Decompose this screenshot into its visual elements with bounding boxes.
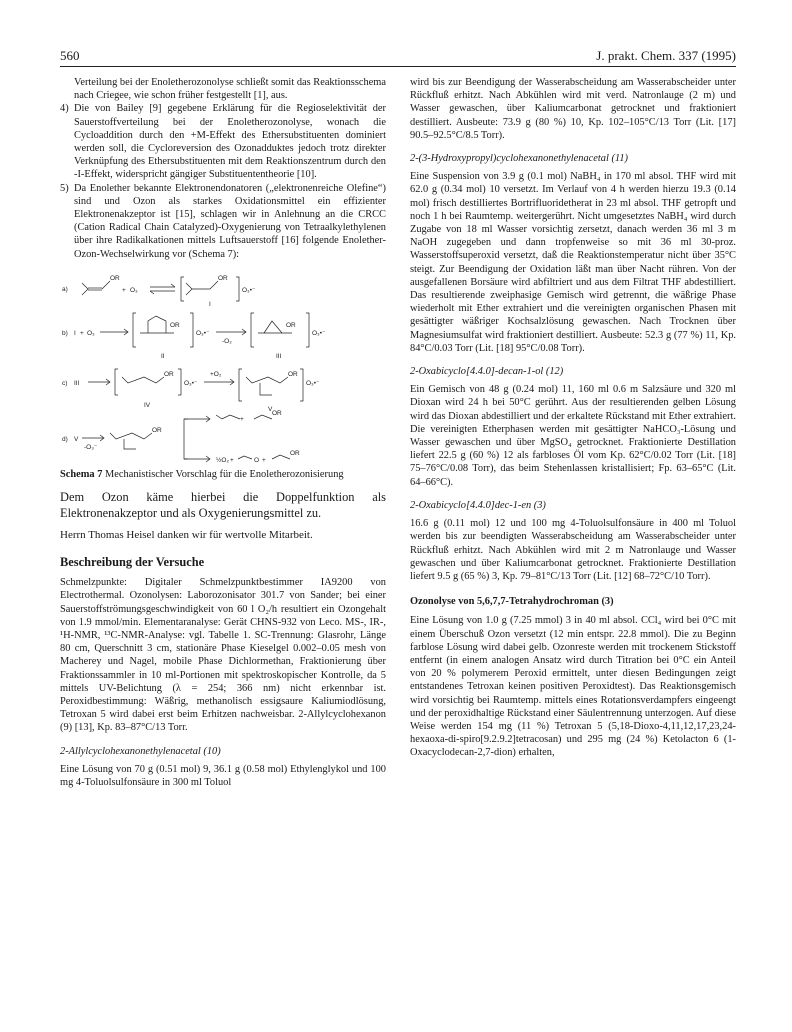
label-or: OR	[164, 370, 174, 378]
label-one: I	[74, 329, 76, 337]
label-o3-radical: O₃•⁻	[184, 379, 198, 387]
compound-heading-3: 2-Oxabicyclo[4.4.0]dec-1-en (3)	[410, 499, 546, 511]
label-o3-radical: O₃•⁻	[306, 379, 320, 387]
branch	[184, 419, 188, 459]
label-V: V	[268, 405, 273, 413]
label-or: OR	[288, 370, 298, 378]
label-II: II	[161, 352, 165, 360]
label-a: a)	[62, 285, 68, 293]
bond	[186, 283, 192, 295]
label-d: d)	[62, 435, 68, 443]
bond	[110, 433, 152, 439]
arrowhead	[150, 284, 175, 294]
caption-text: Mechanistischer Vorschlag für die Enoletherozonisierung	[105, 468, 344, 480]
bond	[254, 415, 272, 419]
list-text: Die von Bailey [9] gegebene Erklärung für die Regioselektivität der Sauerstoffverteilung bei der Enoletherozonolyse, wonach die Cycloaddition durch den +M-Effekt des Ethersubstituenten dominiert werden soll, die Cycloreversion des Ozonadduktes jedoch trotz direkter Verknüpfung des Ethersubstituenten mit dem Reaktionszentrum durch den -I-Effekt, widerspricht gängiger Substituententheorie [10].	[74, 103, 386, 181]
procedure-3: 16.6 g (0.11 mol) 12 und 100 mg 4-Toluolsulfonsäure in 400 ml Toluol werden bis zur beendigten Wasserabscheidung am Wasserabscheider unter Rückfluß erhitzt. Nach Abkühlen wird mit 2 m Natronlauge und Wasser gewaschen und über Kaliumcarbonat getrocknet. Fraktionierte Destillation liefert 9.5 g (65 %) 3, Kp. 79–81°C/13 Torr (Lit. [12] 68–72°C/10 Torr).	[410, 518, 736, 582]
bond	[246, 377, 288, 383]
label-plus: +	[240, 415, 244, 423]
label-IV: IV	[144, 401, 151, 409]
label-o3: O₃	[87, 329, 95, 337]
label-c: c)	[62, 379, 68, 387]
compound-heading-11: 2-(3-Hydroxypropyl)cyclohexanonethylenacetal (11)	[410, 153, 629, 165]
bond	[260, 383, 272, 395]
label-III: III	[74, 379, 80, 387]
label-plus: +	[262, 456, 266, 464]
conclusion-text: Dem Ozon käme hierbei die Doppelfunktion als Elektronenakzeptor und als Oxygenierungsmittel zu.	[60, 490, 386, 521]
label-o3: O₃	[130, 286, 138, 294]
list-number: 5)	[60, 182, 69, 194]
label-o: O	[254, 456, 260, 464]
ozonolysis-procedure: Eine Lösung von 1.0 g (7.25 mmol) 3 in 40 ml absol. CCl₄ wird bei 0°C mit einem Überschuß Ozon versetzt (12 min entspr. 22.8 mmol). Die zu Beginn farblose Lösung wird dabei gelb. Ozonreste werden mit trockenem Stickstoff entfernt (in einem analogen Ansatz wird durch Titration bei 0°C ein Anteil von 20 % polymerem Peroxid ermittelt, unter diesen Bedingungen zeigt entstandenes Tetroxan keinen positiven Peroxidtest). Das Reaktionsgemisch wird vorsichtig bei Raumtemp. mittels eines Rotationsverdampfers eingeengt und der peroxidhaltige Rückstand einer Säulentrennung unterzogen. Auf diese Weise werden 154 mg (11 %) Tetroxan 5 (5,18-Dioxo-4,11,12,17,23,24-hexaoxa-di-spiro[9.2.9.2]tetracosan) und 295 mg (24 %) Ketolacton 6 (1-Oxacyclodecan-2,7-dion) erhalten,	[410, 615, 736, 759]
section-heading: Beschreibung der Versuche	[60, 555, 205, 570]
bond	[216, 415, 240, 419]
label-half-o2: ½O₂	[216, 456, 229, 464]
bracket	[251, 313, 309, 347]
label-or: OR	[272, 409, 282, 417]
list-item-4	[60, 102, 386, 181]
label-or: OR	[218, 274, 228, 282]
label-o3-radical: O₃•⁻	[242, 286, 256, 294]
scheme-graphic	[60, 269, 386, 464]
label-V: V	[74, 435, 79, 443]
bond	[102, 281, 110, 289]
label-plus-o2: +O₂	[210, 370, 222, 378]
label-I: I	[209, 300, 211, 308]
compound-heading-10: 2-Allylcyclohexanonethylenacetal (10)	[60, 745, 221, 757]
bond	[210, 281, 218, 289]
label-or: OR	[170, 321, 180, 329]
page-header	[60, 48, 736, 67]
label-plus: +	[80, 329, 84, 337]
ring	[264, 321, 282, 333]
label-minus-o2: -O₂	[222, 337, 232, 345]
label-or: OR	[286, 321, 296, 329]
caption-label: Schema 7	[60, 468, 103, 480]
procedure-11: Eine Suspension von 3.9 g (0.1 mol) NaBH₄ in 170 ml absol. THF wird mit 62.0 g (0.34 mol) 10 versetzt. Im Verlauf von 4 h werden hierzu 19.3 (0.14 mol) frisch destilliertes Bortrifluoridetherat in 23 ml absol. THF getropft und noch 1 h bei Raumtemp. weitergerührt. Nicht umgesetztes NaBH₄ wird durch Zugabe von 18 ml Wasser vorsichtig zersetzt, danach werden 36 ml 3 m NaOH zugegeben und dann tropfenweise so mit 36 ml 30-proz. Wasserstoffsuperoxid versetzt, daß die Reaktionstemperatur nicht über 35°C steigt. Zur Beendigung der Oxidation läßt man über Nacht rühren. Von der ausgefallenen Borsäure wird abfiltriert und aus dem Filtrat THF abdestilliert. Das resultierende zweiphasige Gemisch wird getrennt, die wäßrige Phase wiederholt mit Ether extrahiert und die vereinigten organischen Phasen mit gesättigter wäßriger Kochsalzlösung gewaschen. Nach Trocknen über Magnesiumsulfat wird fraktioniert destilliert. Ausbeute: 52.3 g (77 %) 11, Kp. 84°C/0.03 Torr (Lit. [18] 95°C/0.08 Torr).	[410, 171, 736, 354]
label-or: OR	[110, 274, 120, 282]
label-or: OR	[152, 426, 162, 434]
label-b: b)	[62, 329, 68, 337]
list-text: Da Enolether bekannte Elektronendonatoren („elektronenreiche Olefine“) sind und Ozon als starkes Oxidationsmittel ein effizienter Elektronenakzeptor ist [15], schlagen wir in Anlehnung an die CRCC (Cation Radical Chain Catalyzed)-Oxygenierung von Tetraalkylethylenen über ihre Radikalkationen mittels Luftsauerstoff [16] folgende Enolether-Ozon-Wechselwirkung vor (Schema 7):	[74, 182, 386, 260]
right-column	[410, 76, 736, 760]
ozonolysis-heading: Ozonolyse von 5,6,7,7-Tetrahydrochroman (3)	[410, 596, 614, 608]
page-number: 560	[60, 48, 80, 63]
journal-reference: J. prakt. Chem. 337 (1995)	[596, 48, 736, 63]
compound-heading-12: 2-Oxabicyclo[4.4.0]-decan-1-ol (12)	[410, 366, 564, 378]
list-item-continuation: Verteilung bei der Enoletherozonolyse schließt somit das Reaktionsschema nach Criegee, wie schon früher festgestellt [1], aus.	[74, 77, 386, 102]
bond	[122, 377, 164, 383]
scheme-caption	[60, 468, 386, 481]
label-plus: +	[122, 286, 126, 294]
reaction-scheme	[60, 269, 386, 464]
left-column	[60, 76, 386, 789]
label-o3-radical: O₃•⁻	[312, 329, 326, 337]
label-o3-radical: O₃•⁻	[196, 329, 210, 337]
procedure-10: Eine Lösung von 70 g (0.51 mol) 9, 36.1 g (0.58 mol) Ethylenglykol und 100 mg 4-Toluolsulfonsäure in 300 ml Toluol	[60, 763, 386, 789]
bond	[272, 455, 290, 459]
bracket	[133, 313, 193, 347]
methods-paragraph: Schmelzpunkte: Digitaler Schmelzpunktbestimmer IA9200 von Electrothermal. Ozonolysen: Laborozonisator 301.7 von Sander; bei einer Sauerstoffströmungsgeschwindigkeit von 60 l O₂/h resultiert ein Ozongehalt von 1.9 mmol/min. Elementaranalyse: Gerät CHNS-932 von Leco. MS-, IR-, ¹H-NMR, ¹³C-NMR-Analyse: vgl. Tabelle 1. SC-Trennung: Glasrohr, Länge 80 cm, Querschnitt 3 cm, stationäre Phase Kieselgel 0.002–0.05 mesh von Macherey und Nagel, mobile Phase Dichlormethan, Fraktionierung über Fraktionssammler in 10 ml-Portionen mit spektroskopischer Kontrolle, da 5 mittels UV-Belichtung (λ = 254; 366 nm) nicht erkennbar ist. Peroxidbestimmung: Wäßrig, methanolisch essigsaure Kaliumiodlösung, Tetroxan 5 wird dabei erst beim Erhitzen nachweisbar. 2-Allylcyclohexanon (9) [13], Kp. 83–87°C/13 Torr.	[60, 577, 386, 734]
procedure-10-continued: wird bis zur Beendigung der Wasserabscheidung am Wasserabscheider unter Rückfluß erhitzt. Nach Abkühlen wird mit verd. Natronlauge (2 m) und Wasser gewaschen, über Kaliumcarbonat getrocknet und fraktioniert destilliert. Ausbeute: 73.9 g (80 %) 10, Kp. 102–105°C/13 Torr (Lit. [17] 90.5–92.5°C/8.5 Torr).	[410, 77, 736, 141]
list-number: 4)	[60, 103, 69, 115]
label-minus-o3: -O₃⁻	[84, 443, 98, 451]
procedure-12: Ein Gemisch von 48 g (0.24 mol) 11, 160 ml 0.6 m Salzsäure und 320 ml Dioxan wird 24 h bei 50°C gerührt. Aus der resultierenden gelben Lösung wird das Dioxan abdestilliert und der erkaltete Rückstand mit Ether extrahiert. Die vereinigten Etherphasen werden mit gesättigter NaHCO₃-Lösung und Wasser gewaschen und über MgSO₄ getrocknet. Fraktionierte Destillation liefert 22.5 g (60 %) 12 als farbloses Öl vom Kp. 62°C/0.02 Torr (Lit. [18] 75–76°C/0.08 Torr), das beim Stehenlassen kristallisiert; Fp. 63–65°C (Lit. 64–66°C).	[410, 384, 736, 488]
label-plus: +	[230, 456, 234, 464]
ring	[148, 316, 166, 333]
acknowledgement: Herrn Thomas Heisel danken wir für wertvolle Mitarbeit.	[60, 529, 313, 542]
label-III: III	[276, 352, 282, 360]
label-or: OR	[290, 449, 300, 457]
bond	[124, 439, 136, 449]
bond	[82, 283, 88, 295]
bond	[238, 456, 252, 459]
list-item-5	[60, 182, 386, 261]
